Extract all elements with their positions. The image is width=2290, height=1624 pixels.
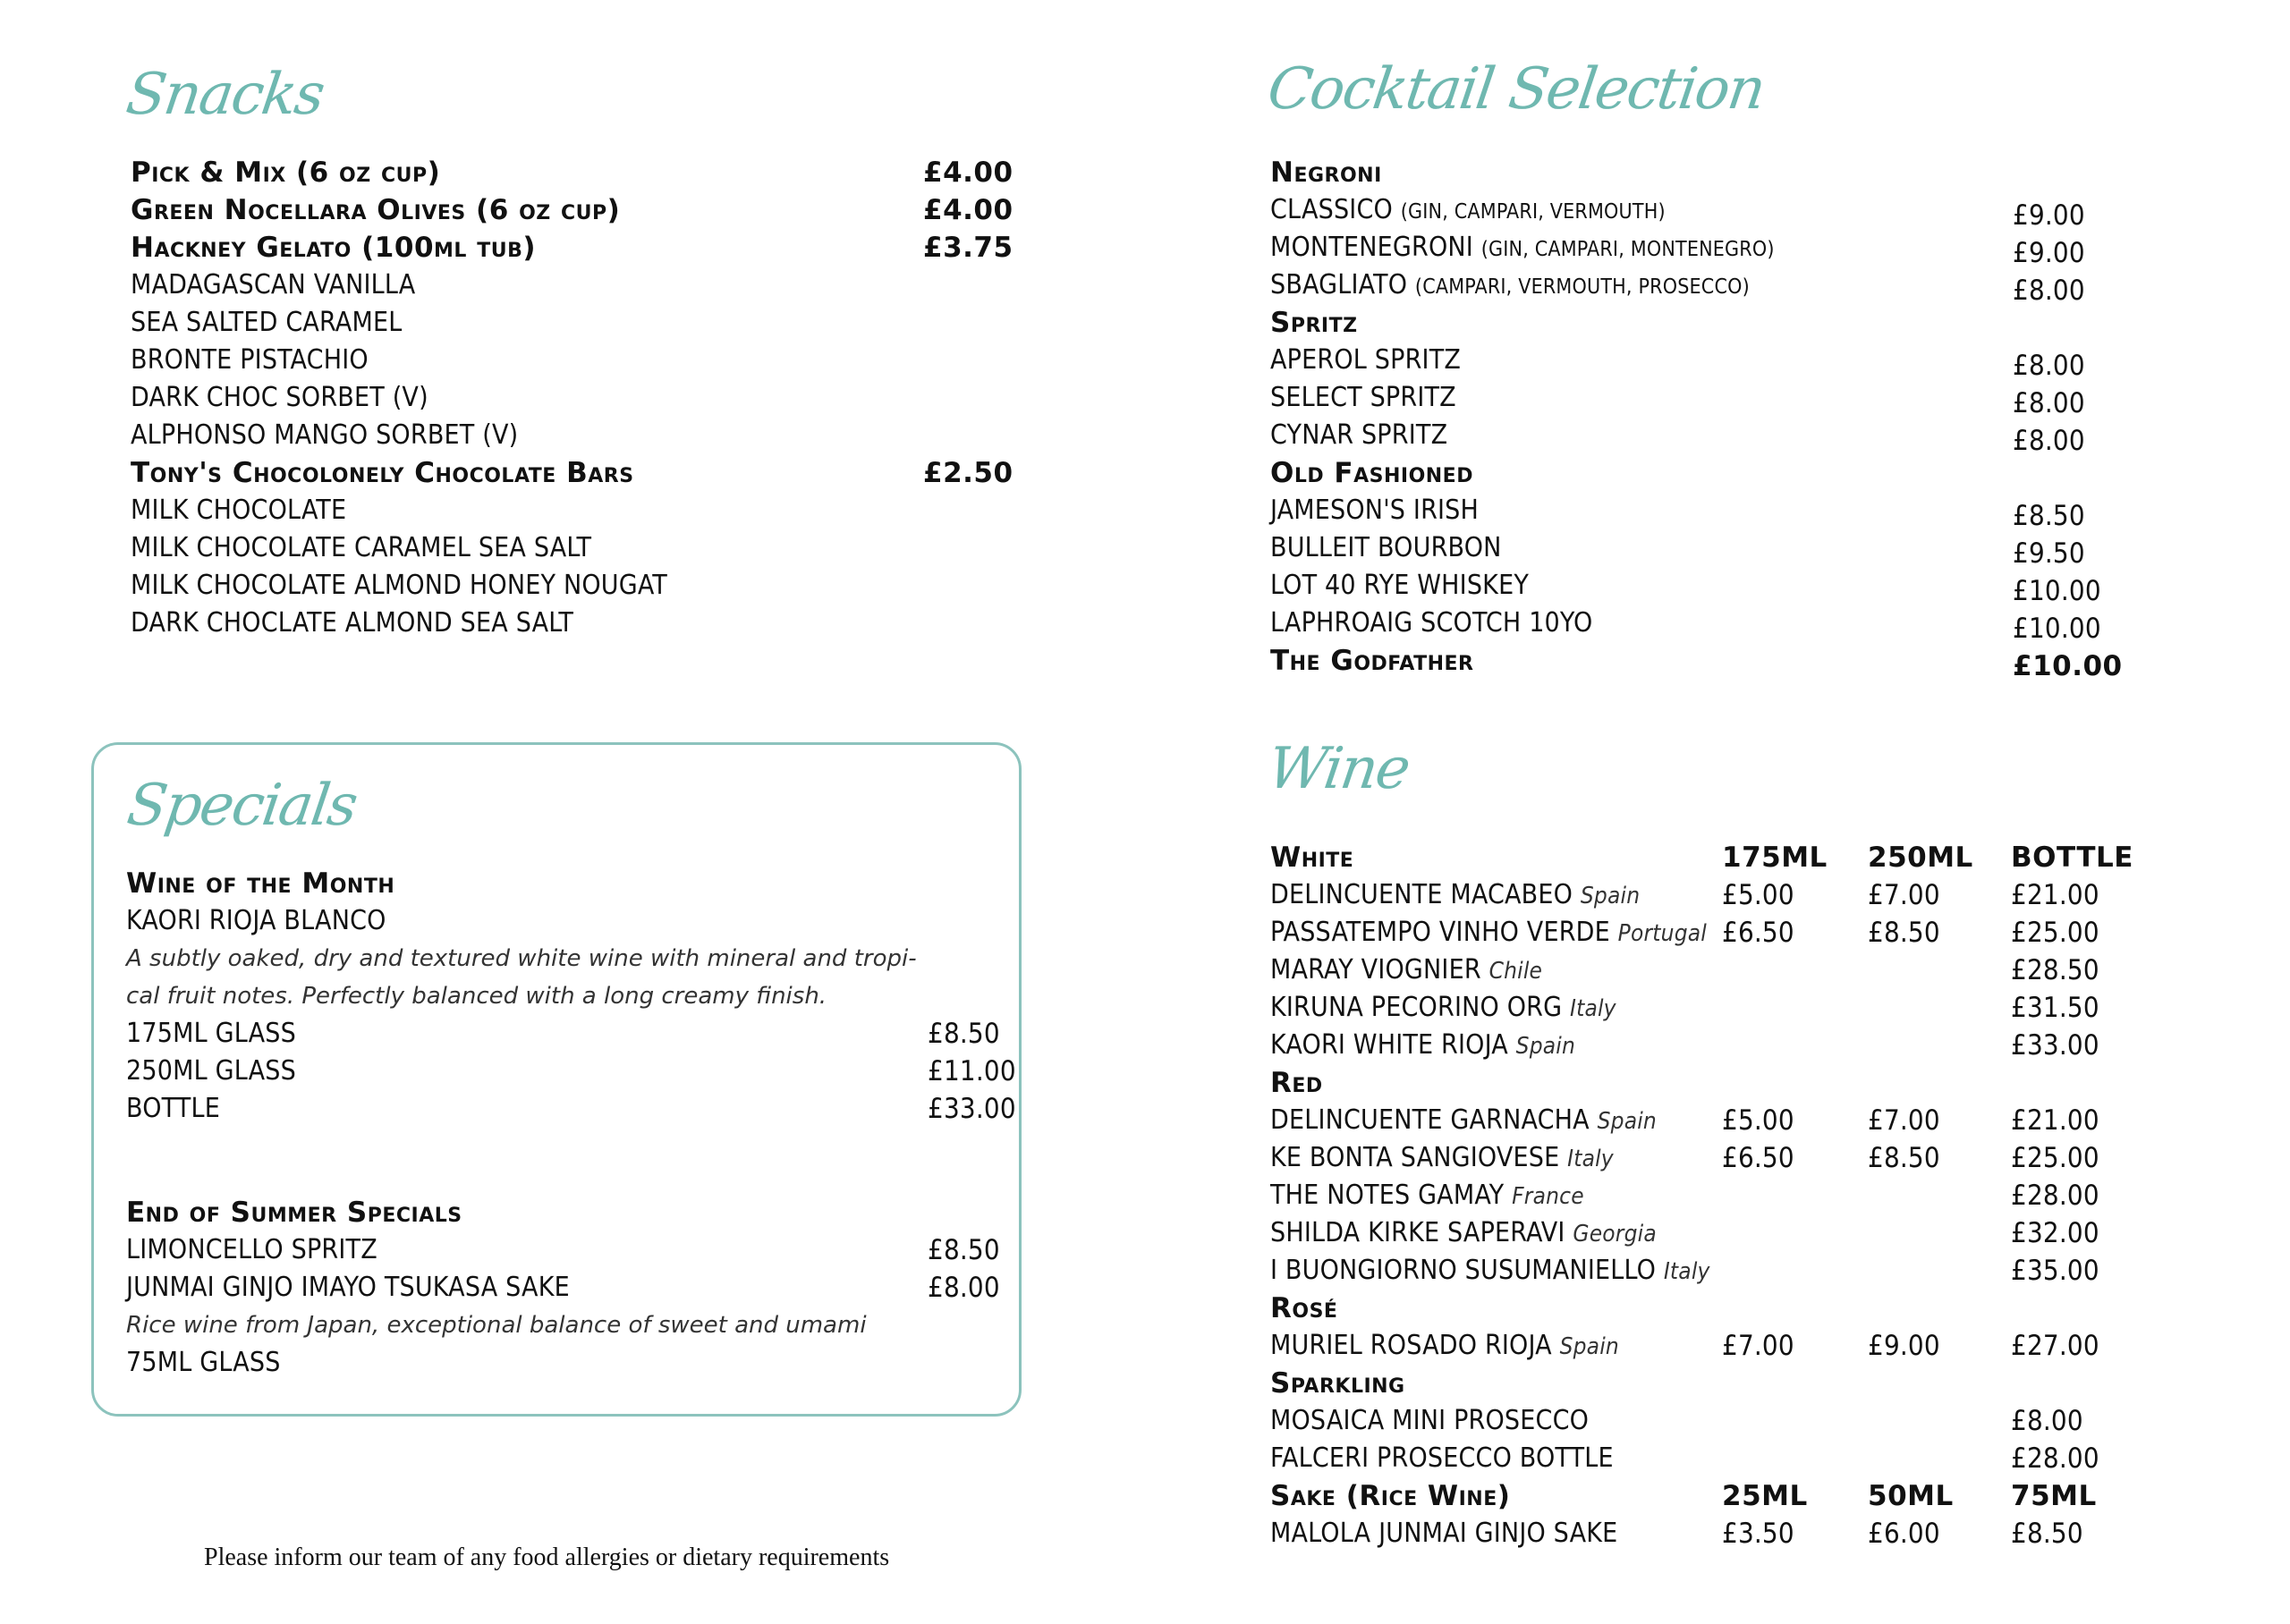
end-of-summer-last: 75ML GLASS <box>126 1347 281 1378</box>
wine-name: DELINCUENTE MACABEO <box>1270 879 1573 910</box>
cocktail-detail: (GIN, CAMPARI, MONTENEGRO) <box>1480 238 1775 261</box>
snack-name: Green Nocellara Olives (6 oz cup) <box>131 194 621 226</box>
snacks-list <box>131 154 1014 642</box>
wine-row <box>1270 876 2165 914</box>
cocktail-name: CYNAR SPRITZ <box>1270 419 1448 451</box>
wine-name: KE BONTA SANGIOVESE <box>1270 1142 1560 1173</box>
end-of-summer-desc: Rice wine from Japan, exceptional balance of sweet and umami <box>126 1312 867 1339</box>
cocktail-row <box>1270 605 2165 645</box>
cocktail-price: £10.00 <box>2013 613 2101 645</box>
wine-price-c3: 75ML <box>2011 1480 2097 1512</box>
cocktail-price: £8.50 <box>2013 500 2085 532</box>
wine-row <box>1270 1252 2165 1290</box>
wine-row <box>1270 1214 2165 1252</box>
cocktail-row <box>1270 567 2165 605</box>
wine-region: Spain <box>1559 1333 1619 1360</box>
wine-price-c2: £6.00 <box>1868 1518 1940 1550</box>
cocktail-name: The Godfather <box>1270 645 1474 677</box>
wine-name: MARAY VIOGNIER <box>1270 954 1481 985</box>
cocktail-name: Negroni <box>1270 156 1382 189</box>
snacks-title: Snacks <box>122 62 327 128</box>
wine-region: Chile <box>1488 958 1543 985</box>
wine-price-c2: £7.00 <box>1868 879 1940 911</box>
snack-price: £2.50 <box>923 457 1014 489</box>
cocktail-name: JAMESON'S IRISH <box>1270 495 1480 526</box>
cocktail-price: £8.00 <box>2013 350 2085 382</box>
cocktail-price: £9.50 <box>2013 537 2085 570</box>
wine-price-c3: £33.00 <box>2011 1029 2099 1062</box>
snack-row <box>131 454 1014 492</box>
snack-name: ALPHONSO MANGO SORBET (V) <box>131 419 519 451</box>
special-row-price: £33.00 <box>928 1093 1016 1125</box>
wine-name: SHILDA KIRKE SAPERAVI <box>1270 1217 1565 1248</box>
snack-price: £4.00 <box>923 156 1014 189</box>
cocktail-row <box>1270 454 2165 492</box>
snack-row <box>131 342 1007 379</box>
cocktail-name: Old Fashioned <box>1270 457 1473 489</box>
wine-row <box>1270 1027 2165 1064</box>
wine-region: Italy <box>1567 1146 1614 1172</box>
snack-name: DARK CHOC SORBET (V) <box>131 382 428 413</box>
snack-row <box>131 304 1007 342</box>
wine-region: Italy <box>1663 1258 1710 1285</box>
wine-price-c3: £32.00 <box>2011 1217 2099 1249</box>
wine-price-c1: £7.00 <box>1722 1330 1794 1362</box>
cocktail-row <box>1270 154 2165 191</box>
wine-price-c3: £28.00 <box>2011 1180 2099 1212</box>
snack-row <box>131 417 1007 454</box>
wine-price-c3: BOTTLE <box>2011 842 2133 874</box>
wine-row <box>1270 839 2165 876</box>
wine-name: I BUONGIORNO SUSUMANIELLO <box>1270 1255 1657 1286</box>
wine-name: KAORI WHITE RIOJA <box>1270 1029 1508 1061</box>
cocktail-name: SELECT SPRITZ <box>1270 382 1456 413</box>
specials-box <box>91 742 1022 1417</box>
snack-name: Pick & Mix (6 oz cup) <box>131 156 441 189</box>
snack-row <box>131 379 1007 417</box>
special-row-price: £8.50 <box>928 1234 1000 1266</box>
snack-row <box>131 229 1014 266</box>
cocktail-name: LAPHROAIG SCOTCH 10YO <box>1270 607 1593 639</box>
wine-price-c1: £3.50 <box>1722 1518 1794 1550</box>
wine-price-c3: £25.00 <box>2011 917 2099 949</box>
snack-row <box>131 605 1007 642</box>
snack-name: SEA SALTED CARAMEL <box>131 307 403 338</box>
special-row-label: 175ML GLASS <box>126 1018 296 1049</box>
cocktail-name: CLASSICO <box>1270 194 1393 225</box>
special-row-price: £8.00 <box>928 1272 1000 1304</box>
snack-name: MILK CHOCOLATE CARAMEL SEA SALT <box>131 532 592 563</box>
special-row-price: £11.00 <box>928 1055 1016 1087</box>
wine-name: MALOLA JUNMAI GINJO SAKE <box>1270 1518 1618 1549</box>
cocktail-detail: (CAMPARI, VERMOUTH, PROSECCO) <box>1414 275 1750 299</box>
snack-row <box>131 154 1014 191</box>
snack-row <box>131 191 1014 229</box>
wine-of-month-name: KAORI RIOJA BLANCO <box>126 905 386 936</box>
cocktail-row <box>1270 529 2165 570</box>
wine-price-c1: £5.00 <box>1722 1104 1794 1137</box>
wine-row <box>1270 952 2165 989</box>
wine-name: MOSAICA MINI PROSECCO <box>1270 1405 1590 1436</box>
snack-name: MADAGASCAN VANILLA <box>131 269 416 300</box>
wine-region: Spain <box>1597 1108 1657 1135</box>
special-row <box>126 1053 1016 1090</box>
snack-name: Tony's Chocolonely Chocolate Bars <box>131 457 634 489</box>
wine-title: Wine <box>1263 736 1413 802</box>
wine-name: THE NOTES GAMAY <box>1270 1180 1505 1211</box>
cocktail-row <box>1270 342 2165 382</box>
special-row <box>126 1231 1012 1269</box>
cocktail-row <box>1270 492 2165 532</box>
wine-price-c2: £7.00 <box>1868 1104 1940 1137</box>
wine-price-c3: £25.00 <box>2011 1142 2099 1174</box>
wine-row <box>1270 1365 2165 1402</box>
cocktail-selection-title: Cocktail Selection <box>1263 56 1768 123</box>
wine-row <box>1270 1327 2165 1365</box>
wine-row <box>1270 1290 2165 1327</box>
wine-row <box>1270 1064 2165 1102</box>
wine-price-c2: £8.50 <box>1868 1142 1940 1174</box>
cocktail-price: £8.00 <box>2013 387 2085 419</box>
wine-price-c3: £8.00 <box>2011 1405 2083 1437</box>
wine-price-c1: 175ML <box>1722 842 1828 874</box>
wine-row <box>1270 1139 2165 1177</box>
cocktail-row <box>1270 266 2165 307</box>
wine-region: Spain <box>1580 883 1641 909</box>
snack-row <box>131 567 1007 605</box>
wine-list <box>1270 839 2165 1552</box>
wine-price-c3: £8.50 <box>2011 1518 2083 1550</box>
special-row-price: £8.50 <box>928 1018 1000 1050</box>
wine-region: Spain <box>1515 1033 1576 1060</box>
wine-row <box>1270 1102 2165 1139</box>
snack-name: MILK CHOCOLATE <box>131 495 347 526</box>
wine-name: Sake (Rice Wine) <box>1270 1480 1511 1512</box>
cocktail-detail: (GIN, CAMPARI, VERMOUTH) <box>1400 200 1666 224</box>
wine-name: Rosé <box>1270 1292 1338 1324</box>
special-row <box>126 1269 1012 1307</box>
special-row-label: JUNMAI GINJO IMAYO TSUKASA SAKE <box>126 1272 570 1303</box>
wine-of-month-desc-2: cal fruit notes. Perfectly balanced with a long creamy finish. <box>126 983 827 1010</box>
cocktail-row <box>1270 191 2165 232</box>
snack-row <box>131 529 1007 567</box>
wine-name: PASSATEMPO VINHO VERDE <box>1270 917 1610 948</box>
cocktail-price: £10.00 <box>2013 575 2101 607</box>
cocktail-name: Spritz <box>1270 307 1358 339</box>
snack-row <box>131 266 1007 304</box>
wine-price-c3: £28.50 <box>2011 954 2099 986</box>
wine-price-c1: £6.50 <box>1722 1142 1794 1174</box>
wine-price-c1: £5.00 <box>1722 879 1794 911</box>
snack-row <box>131 492 1007 529</box>
wine-price-c3: £28.00 <box>2011 1442 2099 1475</box>
wine-of-month-desc-1: A subtly oaked, dry and textured white wine with mineral and tropi- <box>126 945 917 972</box>
wine-name: Red <box>1270 1067 1323 1099</box>
cocktail-list <box>1270 154 2165 680</box>
wine-region: Georgia <box>1573 1221 1657 1248</box>
snack-name: DARK CHOCLATE ALMOND SEA SALT <box>131 607 574 639</box>
special-row <box>126 1015 1012 1053</box>
snack-price: £3.75 <box>923 232 1014 264</box>
snack-name: Hackney Gelato (100ml tub) <box>131 232 537 264</box>
cocktail-name: SBAGLIATO <box>1270 269 1408 300</box>
snack-name: MILK CHOCOLATE ALMOND HONEY NOUGAT <box>131 570 667 601</box>
wine-row <box>1270 1402 2165 1440</box>
wine-row <box>1270 1515 2165 1552</box>
wine-name: Sparkling <box>1270 1367 1405 1400</box>
wine-price-c2: 250ML <box>1868 842 1973 874</box>
snack-price: £4.00 <box>923 194 1014 226</box>
wine-name: FALCERI PROSECCO BOTTLE <box>1270 1442 1614 1474</box>
wine-price-c2: £9.00 <box>1868 1330 1940 1362</box>
wine-price-c3: £21.00 <box>2011 879 2099 911</box>
cocktail-row <box>1270 417 2165 457</box>
wine-price-c1: 25ML <box>1722 1480 1808 1512</box>
wine-row <box>1270 1477 2165 1515</box>
special-row-label: LIMONCELLO SPRITZ <box>126 1234 377 1265</box>
wine-row <box>1270 1440 2165 1477</box>
cocktail-price: £10.00 <box>2013 650 2123 682</box>
wine-price-c3: £31.50 <box>2011 992 2099 1024</box>
wine-name: KIRUNA PECORINO ORG <box>1270 992 1563 1023</box>
wine-region: Italy <box>1569 995 1616 1022</box>
wine-price-c2: £8.50 <box>1868 917 1940 949</box>
wine-price-c3: £21.00 <box>2011 1104 2099 1137</box>
specials-title: Specials <box>123 773 360 839</box>
cocktail-row <box>1270 229 2165 269</box>
wine-row <box>1270 1177 2165 1214</box>
cocktail-price: £9.00 <box>2013 237 2085 269</box>
wine-name: DELINCUENTE GARNACHA <box>1270 1104 1590 1136</box>
wine-name: White <box>1270 842 1354 874</box>
wine-price-c1: £6.50 <box>1722 917 1794 949</box>
cocktail-row <box>1270 379 2165 417</box>
special-row-label: 250ML GLASS <box>126 1055 296 1087</box>
wine-row <box>1270 914 2165 952</box>
wine-of-month-heading: Wine of the Month <box>126 867 395 900</box>
cocktail-name: LOT 40 RYE WHISKEY <box>1270 570 1529 601</box>
cocktail-name: APEROL SPRITZ <box>1270 344 1462 376</box>
cocktail-name: MONTENEGRONI <box>1270 232 1473 263</box>
wine-of-month <box>126 865 1016 1128</box>
wine-name: MURIEL ROSADO RIOJA <box>1270 1330 1552 1361</box>
special-row <box>126 1090 1016 1128</box>
cocktail-price: £9.00 <box>2013 199 2085 232</box>
cocktail-row <box>1270 304 2165 342</box>
wine-price-c2: 50ML <box>1868 1480 1954 1512</box>
cocktail-price: £8.00 <box>2013 275 2085 307</box>
wine-price-c3: £35.00 <box>2011 1255 2099 1287</box>
allergy-notice: Please inform our team of any food allergies or dietary requirements <box>204 1544 890 1571</box>
end-of-summer <box>126 1194 1012 1382</box>
end-of-summer-heading: End of Summer Specials <box>126 1197 462 1229</box>
wine-region: Portugal <box>1617 920 1707 947</box>
wine-region: France <box>1512 1183 1584 1210</box>
cocktail-row <box>1270 642 2165 680</box>
snack-name: BRONTE PISTACHIO <box>131 344 369 376</box>
special-row-label: BOTTLE <box>126 1093 220 1124</box>
wine-price-c3: £27.00 <box>2011 1330 2099 1362</box>
cocktail-name: BULLEIT BOURBON <box>1270 532 1502 563</box>
cocktail-price: £8.00 <box>2013 425 2085 457</box>
wine-row <box>1270 989 2165 1027</box>
